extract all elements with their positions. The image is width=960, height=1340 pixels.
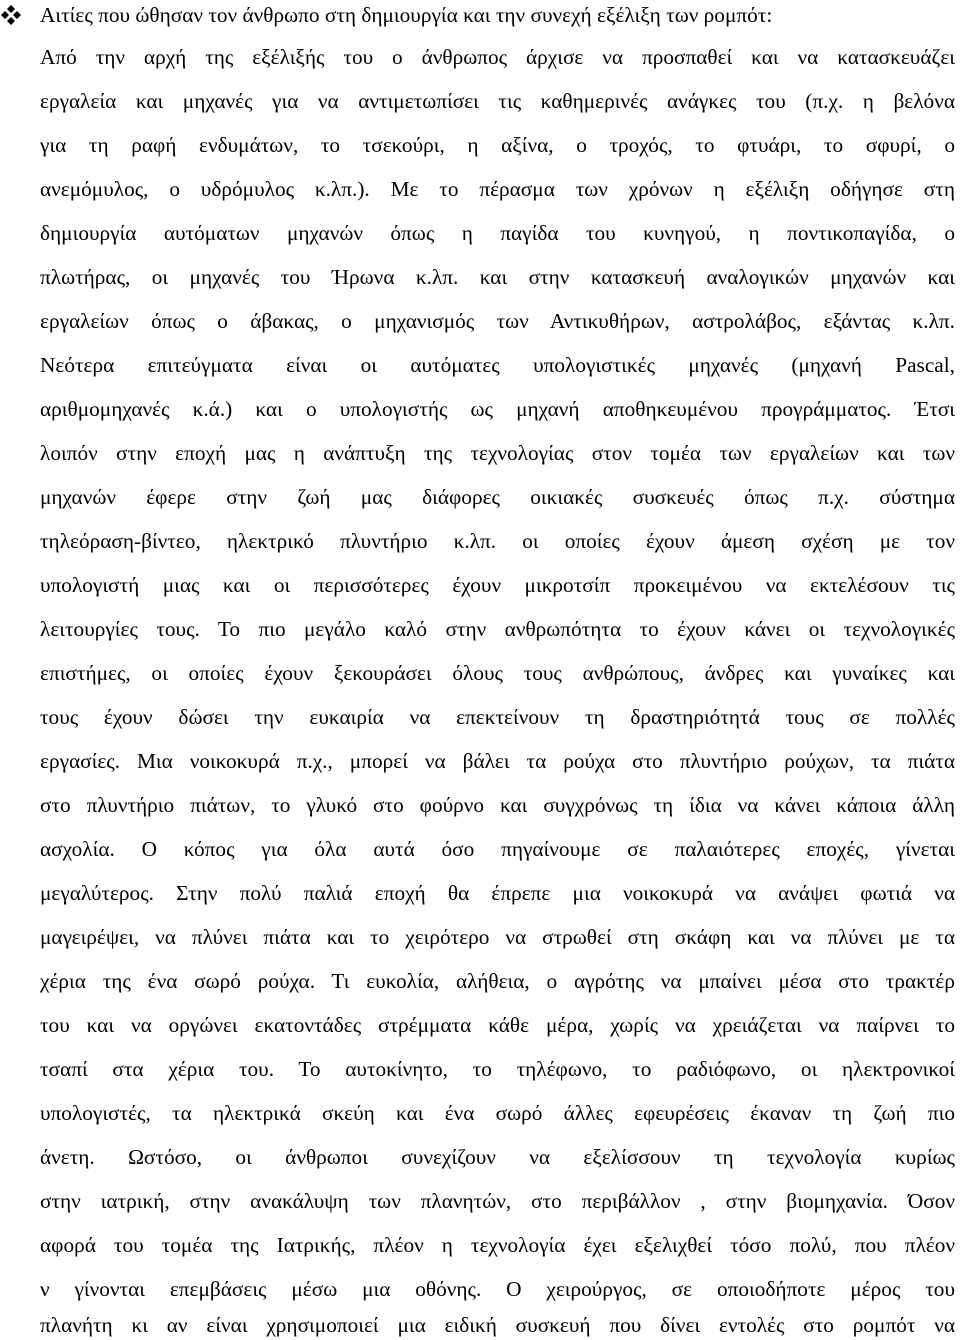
paragraph-line: στην ιατρική, στην ανακάλυψη των πλανητών, στο περιβάλλον , στην βιομηχανία. Όσον — [40, 1189, 955, 1213]
paragraph-line: Νεότερα επιτεύγματα είναι οι αυτόματες υπολογιστικές μηχανές (μηχανή Pascal, — [40, 353, 955, 377]
four-diamond-bullet-icon — [0, 4, 22, 26]
paragraph-line: για τη ραφή ενδυμάτων, το τσεκούρι, η αξίνα, ο τροχός, το φτυάρι, το σφυρί, ο — [40, 133, 955, 157]
paragraph-line: μαγειρέψει, να πλύνει πιάτα και το χειρότερο να στρωθεί στη σκάφη και να πλύνει με τα — [40, 925, 955, 949]
paragraph-line: εργαλείων όπως ο άβακας, ο μηχανισμός των Αντικυθήρων, αστρολάβος, εξάντας κ.λπ. — [40, 309, 955, 333]
paragraph-line: άνετη. Ωστόσο, οι άνθρωποι συνεχίζουν να εξελίσσουν τη τεχνολογία κυρίως — [40, 1145, 955, 1169]
paragraph-line: λοιπόν στην εποχή μας η ανάπτυξη της τεχνολογίας στον τομέα των εργαλείων και των — [40, 441, 955, 465]
paragraph-line: λειτουργίες τους. Το πιο μεγάλο καλό στην ανθρωπότητα το έχουν κάνει οι τεχνολογικές — [40, 617, 955, 641]
paragraph-line: τηλεόραση-βίντεο, ηλεκτρικό πλυντήριο κ.λπ. οι οποίες έχουν άμεση σχέση με τον — [40, 529, 955, 553]
paragraph-line: δημιουργία αυτόματων μηχανών όπως η παγίδα του κυνηγού, η ποντικοπαγίδα, ο — [40, 221, 955, 245]
paragraph-line: ασχολία. Ο κόπος για όλα αυτά όσο πηγαίνουμε σε παλαιότερες εποχές, γίνεται — [40, 837, 955, 861]
paragraph-line: τσαπί στα χέρια του. Το αυτοκίνητο, το τηλέφωνο, το ραδιόφωνο, οι ηλεκτρονικοί — [40, 1057, 955, 1081]
paragraph-line: υπολογιστές, τα ηλεκτρικά σκεύη και ένα σωρό άλλες εφευρέσεις έκαναν τη ζωή πιο — [40, 1101, 955, 1125]
paragraph-line: ανεμόμυλος, ο υδρόμυλος κ.λπ.). Με το πέρασμα των χρόνων η εξέλιξη οδήγησε στη — [40, 177, 955, 201]
paragraph-line: πλωτήρας, οι μηχανές του Ήρωνα κ.λπ. και στην κατασκευή αναλογικών μηχανών και — [40, 265, 955, 289]
paragraph-line: Από την αρχή της εξέλιξής του ο άνθρωπος άρχισε να προσπαθεί και να κατασκευάζει — [40, 45, 955, 69]
paragraph-line: επιστήμες, οι οποίες έχουν ξεκουράσει όλους τους ανθρώπους, άνδρες και γυναίκες και — [40, 661, 955, 685]
paragraph-line: ν γίνονται επεμβάσεις μέσω μια οθόνης. Ο χειρούργος, σε οποιοδήποτε μέρος του — [40, 1277, 955, 1301]
paragraph-line: στο πλυντήριο πιάτων, το γλυκό στο φούρνο και συγχρόνως τη ίδια να κάνει κάποια άλλη — [40, 793, 955, 817]
paragraph-line: εργασίες. Μια νοικοκυρά π.χ., μπορεί να βάλει τα ρούχα στο πλυντήριο ρούχων, τα πιάτα — [40, 749, 955, 773]
paragraph-line: μηχανών έφερε στην ζωή μας διάφορες οικιακές συσκευές όπως π.χ. σύστημα — [40, 485, 955, 509]
heading-line: Αιτίες που ώθησαν τον άνθρωπο στη δημιουργία και την συνεχή εξέλιξη των ρομπότ: — [40, 3, 773, 27]
paragraph-line: τους έχουν δώσει την ευκαιρία να επεκτείνουν τη δραστηριότητά τους σε πολλές — [40, 705, 955, 729]
paragraph-line: χέρια της ένα σωρό ρούχα. Τι ευκολία, αλήθεια, ο αγρότης να μπαίνει μέσα στο τρακτέρ — [40, 969, 955, 993]
paragraph-line: αφορά του τομέα της Ιατρικής, πλέον η τεχνολογία έχει εξελιχθεί τόσο πολύ, που πλέον — [40, 1233, 955, 1257]
paragraph-line: του και να οργώνει εκατοντάδες στρέμματα κάθε μέρα, χωρίς να χρειάζεται να παίρνει το — [40, 1013, 955, 1037]
paragraph-line: υπολογιστή μιας και οι περισσότερες έχουν μικροτσίπ προκειμένου να εκτελέσουν τις — [40, 573, 955, 597]
paragraph-line: μεγαλύτερος. Στην πολύ παλιά εποχή θα έπρεπε μια νοικοκυρά να ανάψει φωτιά να — [40, 881, 955, 905]
paragraph-line: αριθμομηχανές κ.ά.) και ο υπολογιστής ως μηχανή αποθηκευμένου προγράμματος. Έτσι — [40, 397, 955, 421]
paragraph-line: εργαλεία και μηχανές για να αντιμετωπίσει τις καθημερινές ανάγκες του (π.χ. η βελόνα — [40, 89, 955, 113]
paragraph-line: πλανήτη κι αν είναι χρησιμοποιεί μια ειδική συσκευή που δίνει εντολές στο ρομπότ να — [40, 1313, 955, 1337]
